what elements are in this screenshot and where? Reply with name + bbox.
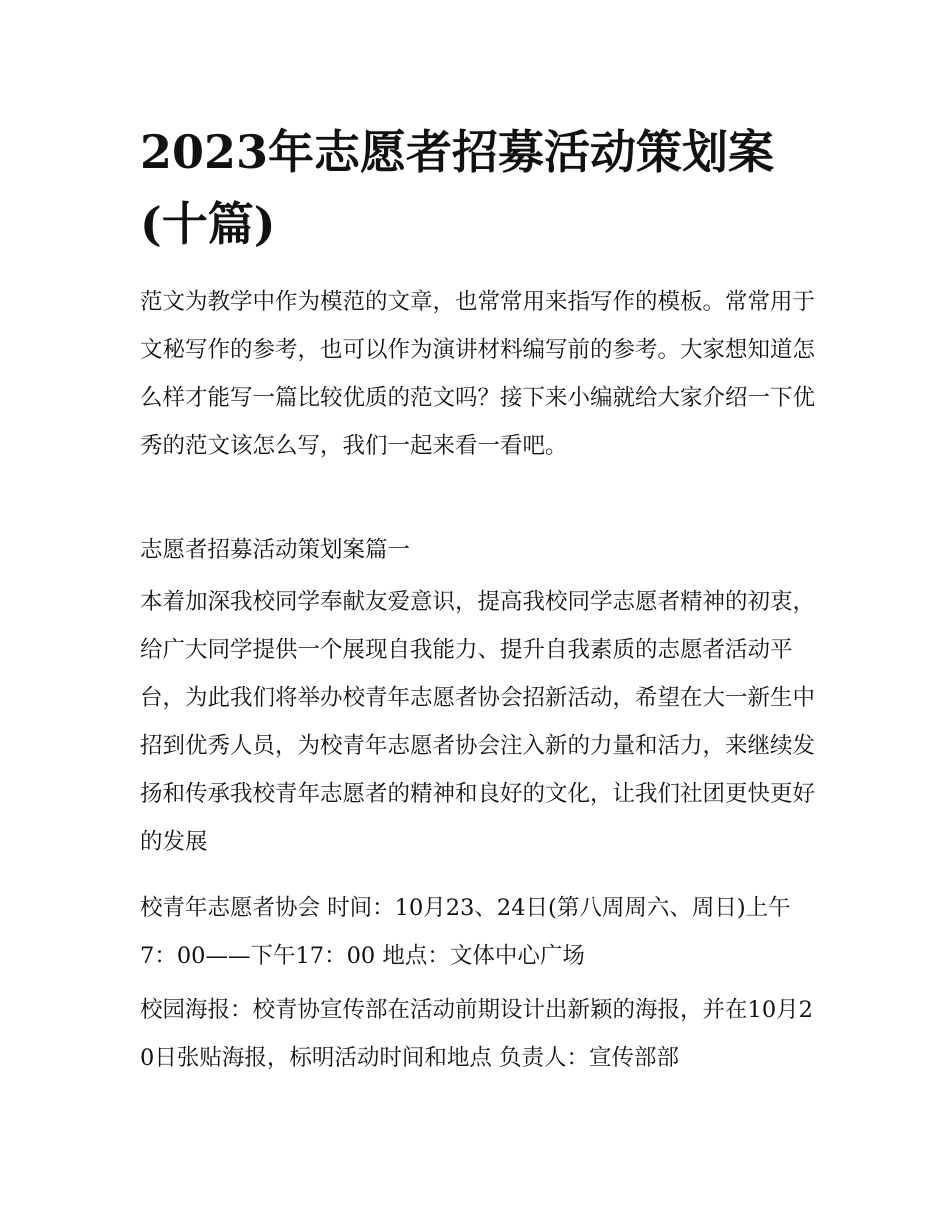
poster-paragraph: 校园海报：校青协宣传部在活动前期设计出新颖的海报，并在10月20日张贴海报，标明活动时间和地点 负责人：宣传部部 — [140, 997, 813, 1071]
event-info-paragraph: 校青年志愿者协会 时间：10月23、24日(第八周周六、周日)上午7：00——下午17：00 地点：文体中心广场 — [140, 895, 791, 969]
document-title: 2023年志愿者招募活动策划案(十篇) — [140, 125, 775, 251]
intro-paragraph: 范文为教学中作为模范的文章，也常常用来指写作的模板。常常用于文秘写作的参考，也可以作为演讲材料编写前的参考。大家想知道怎么样才能写一篇比较优质的范文吗？接下来小编就给大家介绍一下优秀的范文该怎么写，我们一起来看一看吧。 — [140, 289, 816, 459]
section-heading: 志愿者招募活动策划案篇一 — [140, 537, 411, 563]
body-paragraph: 本着加深我校同学奉献友爱意识，提高我校同学志愿者精神的初衷，给广大同学提供一个展现自我能力、提升自我素质的志愿者活动平台，为此我们将举办校青年志愿者协会招新活动，希望在大一新生中招到优秀人员，为校青年志愿者协会注入新的力量和活力，来继续发扬和传承我校青年志愿者的精神和良好的文化，让我们社团更快更好的发展 — [140, 589, 816, 855]
